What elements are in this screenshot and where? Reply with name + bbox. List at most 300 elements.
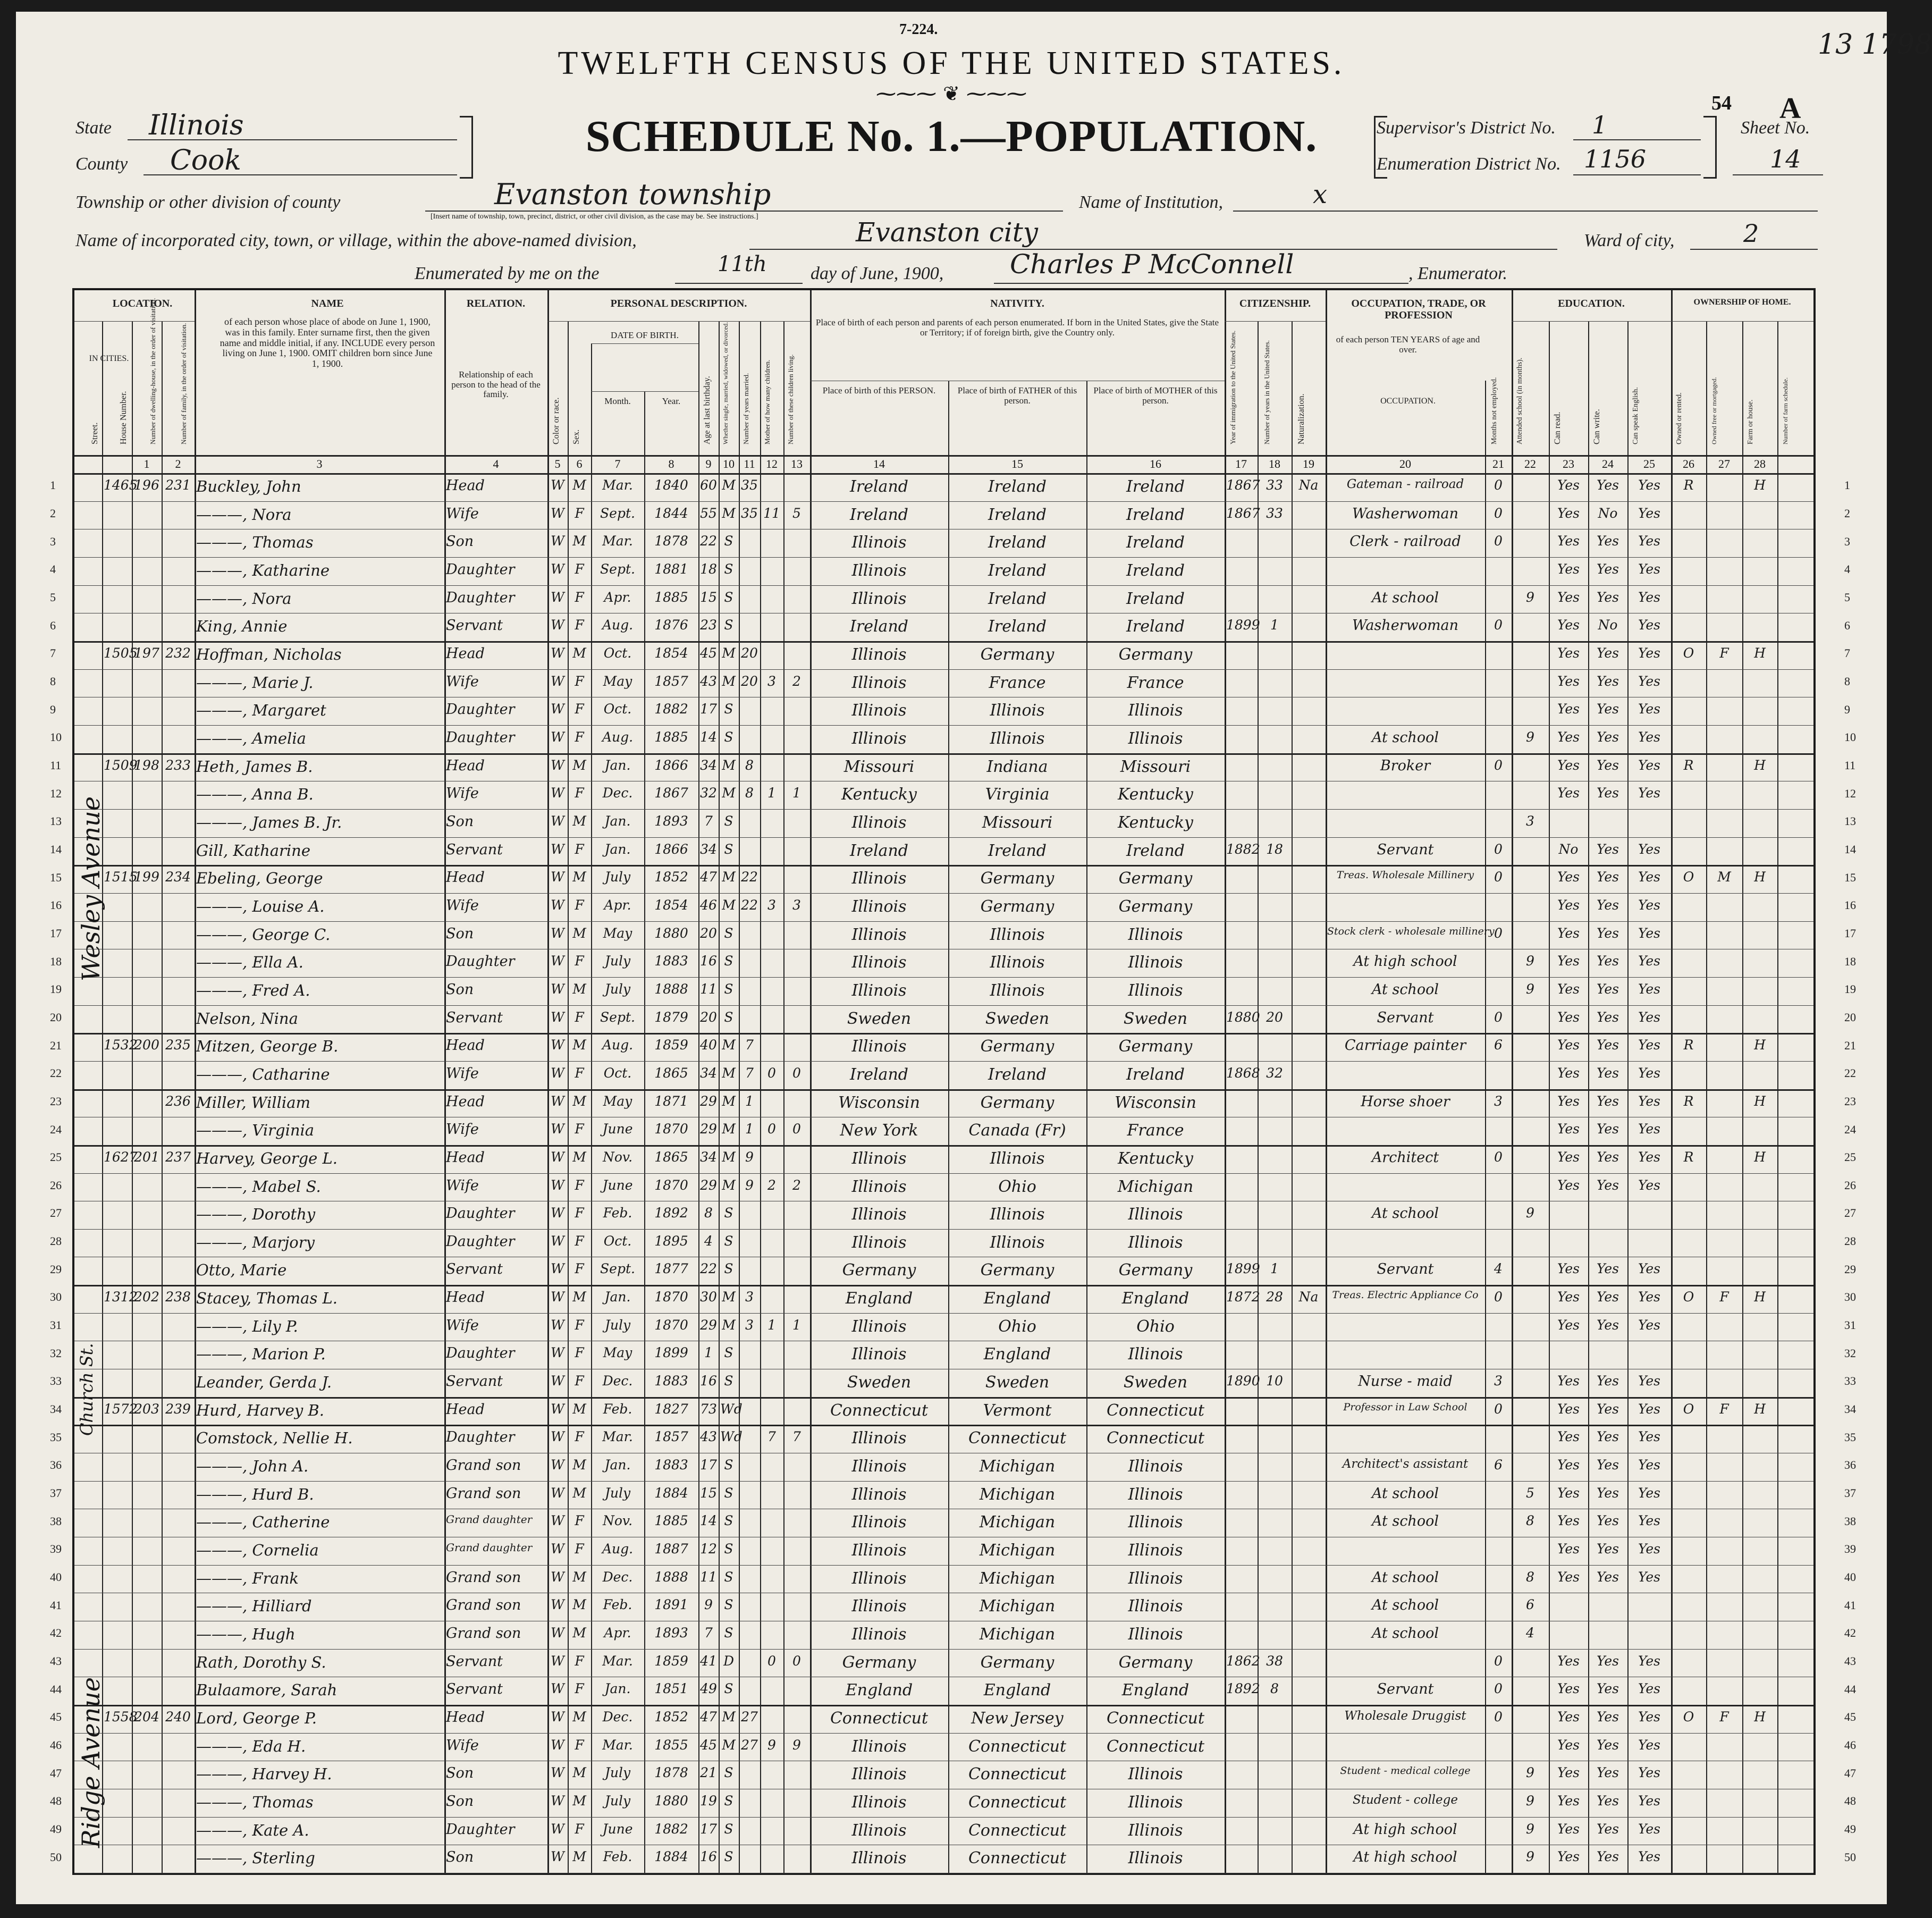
cell-yus (1259, 1821, 1290, 1847)
cell-fr (1708, 785, 1741, 811)
cell-yr: 1884 (654, 1485, 688, 1501)
line-number-left: 13 (50, 814, 62, 828)
cell-mon: Nov. (602, 1513, 633, 1529)
cell-mo: Illinois (1128, 1849, 1183, 1868)
cell-rel: Daughter (446, 561, 515, 578)
cell-lv: 2 (792, 1177, 801, 1193)
cell-fh (1744, 1513, 1776, 1539)
cell-fa: Connecticut (968, 1793, 1067, 1812)
line-number-left: 29 (50, 1262, 62, 1276)
line-number-left: 14 (50, 842, 62, 856)
cell-yr: 1827 (654, 1401, 688, 1417)
cell-lv (785, 1709, 808, 1735)
cell-sex: F (575, 1009, 584, 1025)
cell-rel: Grand son (446, 1597, 521, 1614)
column-number: 2 (175, 457, 181, 470)
cell-own (1673, 1569, 1705, 1595)
cell-occ (1327, 645, 1483, 671)
cell-mo: Ireland (1126, 1065, 1185, 1084)
cell-fh (1744, 1737, 1776, 1763)
cell-sex: F (575, 1261, 584, 1277)
cell-rd: Yes (1557, 1009, 1580, 1025)
cell-mar: M (722, 673, 736, 689)
line-number-right: 14 (1844, 842, 1856, 856)
cell-dw (133, 1233, 160, 1259)
cell-ch (762, 1205, 782, 1231)
cell-bp: Sweden (847, 1009, 912, 1028)
cell-yus (1259, 1205, 1290, 1231)
cell-sch: 9 (1526, 981, 1534, 997)
cell-imm (1226, 1849, 1256, 1875)
cell-occ: Carriage painter (1344, 1037, 1466, 1054)
cell-en: Yes (1638, 561, 1660, 577)
cell-lv (785, 1457, 808, 1483)
cell-ch (762, 1597, 782, 1623)
cell-bp: Illinois (851, 1149, 907, 1168)
cell-own (1673, 729, 1705, 755)
cell-yus (1259, 926, 1290, 952)
cell-ym (740, 813, 758, 839)
cell-occ: Professor in Law School (1343, 1401, 1467, 1413)
cell-unemp (1487, 590, 1510, 616)
cell-fr (1708, 1373, 1741, 1399)
marital-label: Whether single, married, widowed, or divorced. (722, 322, 729, 444)
cell-unemp: 0 (1494, 1289, 1503, 1305)
cell-imm (1226, 701, 1256, 727)
cell-dw (133, 1317, 160, 1343)
cell-fr: F (1719, 1289, 1729, 1305)
column-number: 13 (791, 457, 803, 470)
cell-nat (1293, 785, 1324, 811)
cell-fam (163, 842, 193, 868)
cell-col: W (551, 1513, 564, 1529)
cell-age: 18 (700, 561, 717, 577)
cell-bp: Illinois (851, 645, 907, 664)
street-ridge: Ridge Avenue (77, 1677, 105, 1848)
supervisor-label: Supervisor's District No. (1377, 118, 1556, 138)
cell-mo: Illinois (1128, 981, 1183, 1000)
line-number-right: 7 (1844, 646, 1850, 660)
cell-nat (1293, 645, 1324, 671)
cell-mo: Ohio (1136, 1317, 1175, 1336)
cell-bp: Illinois (851, 1737, 907, 1756)
cell-name: ———, James B. Jr. (196, 813, 342, 831)
cell-mo: Illinois (1128, 1345, 1183, 1364)
cell-en: Yes (1638, 1513, 1660, 1529)
cell-occ (1327, 561, 1483, 587)
cell-rd: Yes (1557, 785, 1580, 801)
cell-name: ———, Virginia (196, 1121, 315, 1140)
sheet-value: 14 (1770, 145, 1801, 173)
cell-mar: S (724, 1793, 733, 1809)
cell-unemp: 0 (1494, 757, 1503, 773)
cell-name: Gill, Katharine (196, 841, 310, 860)
cell-fr (1708, 1849, 1741, 1875)
cell-yr: 1885 (654, 589, 688, 605)
cell-nat (1293, 1093, 1324, 1120)
cell-house: 1505 (104, 645, 138, 661)
cell-wr: Yes (1597, 1373, 1619, 1389)
cell-lv: 5 (792, 505, 801, 521)
cell-yr: 1851 (654, 1681, 688, 1697)
cell-mon: July (604, 1485, 631, 1501)
cell-sch (1513, 758, 1547, 784)
cell-en: Yes (1638, 1149, 1660, 1165)
cell-imm (1226, 1737, 1256, 1763)
line-number-left: 33 (50, 1374, 62, 1388)
cell-mon: Sept. (600, 1009, 635, 1025)
cell-bp: Connecticut (830, 1401, 929, 1420)
cell-fa: Missouri (982, 813, 1053, 832)
cell-col: W (551, 1457, 564, 1473)
cell-mo: Ireland (1126, 533, 1185, 552)
cell-imm (1226, 1457, 1256, 1483)
line-number-left: 5 (50, 590, 56, 604)
cell-unemp (1487, 1065, 1510, 1091)
cell-yr: 1855 (654, 1737, 688, 1753)
cell-rd: Yes (1557, 505, 1580, 521)
cell-yus: 10 (1266, 1373, 1283, 1389)
cell-sch (1513, 506, 1547, 532)
cell-name: Hoffman, Nicholas (196, 645, 342, 663)
cell-fa: Ireland (988, 561, 1047, 580)
cell-col: W (551, 1625, 564, 1641)
cell-rel: Head (446, 1401, 485, 1418)
cell-imm (1226, 1093, 1256, 1120)
cell-mar: S (724, 1625, 733, 1641)
cell-name: Mitzen, George B. (196, 1037, 339, 1056)
cell-mon: Jan. (604, 841, 631, 857)
cell-name: ———, Hilliard (196, 1597, 312, 1616)
cell-nat (1293, 813, 1324, 839)
cell-sex: F (575, 1541, 584, 1557)
cell-fh (1744, 1653, 1776, 1679)
cell-lv (785, 1821, 808, 1847)
cell-bp: Illinois (851, 1205, 907, 1224)
cell-bp: Illinois (851, 673, 907, 692)
cell-sch (1513, 645, 1547, 671)
cell-fr (1708, 477, 1741, 503)
cell-yus: 28 (1266, 1289, 1283, 1305)
cell-nat (1293, 506, 1324, 532)
cell-rel: Wife (446, 1737, 479, 1754)
occupation-column-desc: of each person TEN YEARS of age and over. (1336, 334, 1480, 355)
cell-mar: S (724, 617, 733, 633)
cell-ch (762, 1149, 782, 1175)
cell-ym (740, 1849, 758, 1875)
cell-own (1673, 1737, 1705, 1763)
cell-dw (133, 1849, 160, 1875)
cell-dw: 199 (134, 869, 159, 885)
cell-fam (163, 701, 193, 727)
cell-yus (1259, 1177, 1290, 1204)
cell-wr (1590, 1233, 1626, 1259)
line-number-left: 35 (50, 1430, 62, 1444)
cell-lv: 9 (792, 1737, 801, 1753)
cell-fam (163, 1345, 193, 1371)
cell-sch (1513, 533, 1547, 559)
cell-own (1673, 1010, 1705, 1036)
cell-age: 14 (700, 1513, 717, 1529)
cell-en: Yes (1638, 1569, 1660, 1585)
cell-col: W (551, 589, 564, 605)
cell-nat (1293, 1233, 1324, 1259)
cell-lv (785, 477, 808, 503)
cell-bp: Illinois (851, 1177, 907, 1196)
column-number: 28 (1754, 457, 1766, 470)
cell-lv (785, 1149, 808, 1175)
cell-sch (1513, 674, 1547, 700)
cell-unemp (1487, 645, 1510, 671)
cell-name: ———, Thomas (196, 533, 314, 552)
cell-col: W (551, 1317, 564, 1333)
cell-col: W (551, 1541, 564, 1557)
cell-rel: Son (446, 1849, 474, 1866)
cell-fh: H (1754, 1401, 1766, 1417)
cell-yr: 1870 (654, 1289, 688, 1305)
cell-fam: 233 (165, 757, 191, 773)
cell-age: 29 (700, 1177, 717, 1193)
cell-dw (133, 1261, 160, 1287)
cell-fa: Michigan (979, 1485, 1056, 1504)
census-table (72, 288, 1816, 1875)
cell-mar: S (724, 1765, 733, 1781)
cell-ch: 0 (767, 1653, 776, 1669)
cell-own (1673, 533, 1705, 559)
cell-yus (1259, 1765, 1290, 1791)
cell-sex: F (575, 1373, 584, 1389)
header-rule (74, 473, 1813, 475)
cell-ch (762, 758, 782, 784)
cell-mo: Germany (1118, 869, 1193, 888)
cell-col: W (551, 1597, 564, 1613)
cell-unemp (1487, 1821, 1510, 1847)
cell-nat (1293, 1513, 1324, 1539)
cell-fr (1708, 1093, 1741, 1120)
cell-sch (1513, 1709, 1547, 1735)
cell-fr (1708, 1765, 1741, 1791)
cell-en: Yes (1638, 841, 1660, 857)
cell-rd: Yes (1557, 477, 1580, 493)
cell-col: W (551, 1765, 564, 1781)
cell-age: 15 (700, 1485, 717, 1501)
cell-rel: Servant (446, 617, 503, 634)
line-number-right: 33 (1844, 1374, 1856, 1388)
mother-of-label: Mother of how many children. (763, 359, 771, 444)
cell-en: Yes (1638, 981, 1660, 997)
line-number-right: 31 (1844, 1318, 1856, 1332)
cell-ym: 20 (741, 673, 758, 689)
cell-yus (1259, 1121, 1290, 1147)
cell-sch: 9 (1526, 1205, 1534, 1221)
cell-mon: Jan. (604, 1681, 631, 1697)
cell-en: Yes (1638, 477, 1660, 493)
cell-occ: Student - medical college (1340, 1765, 1471, 1777)
cell-imm (1226, 1709, 1256, 1735)
cell-sch: 6 (1526, 1597, 1534, 1613)
cell-name: Ebeling, George (196, 869, 323, 888)
cell-rel: Head (446, 1093, 485, 1110)
cell-mo: Illinois (1128, 1765, 1183, 1784)
cell-en: Yes (1638, 729, 1660, 745)
line-number-left: 10 (50, 730, 62, 744)
cell-ch (762, 1037, 782, 1063)
column-divider (132, 321, 133, 1873)
cell-fr (1708, 1793, 1741, 1819)
cell-mar: S (724, 1345, 733, 1361)
cell-lv: 0 (792, 1653, 801, 1669)
cell-yus (1259, 897, 1290, 923)
cell-wr: Yes (1597, 1737, 1619, 1753)
cell-wr: No (1598, 617, 1618, 633)
header-rule (74, 321, 195, 322)
cell-name: ———, Sterling (196, 1849, 315, 1867)
line-number-right: 37 (1844, 1486, 1856, 1500)
cell-dw (133, 981, 160, 1007)
cell-bp: Germany (842, 1261, 916, 1280)
cell-occ (1327, 674, 1483, 700)
cell-name: ———, Anna B. (196, 785, 314, 804)
cell-own (1673, 590, 1705, 616)
cell-nat (1293, 1429, 1324, 1455)
cell-lv (785, 1289, 808, 1315)
cell-mar: S (724, 1373, 733, 1389)
cell-house (104, 617, 130, 643)
cell-ym: 22 (741, 869, 758, 885)
line-number-right: 39 (1844, 1542, 1856, 1556)
cell-ch (762, 1765, 782, 1791)
cell-name: Harvey, George L. (196, 1149, 338, 1167)
cell-mon: Jan. (604, 813, 631, 829)
cell-dw (133, 1121, 160, 1147)
cell-ym (740, 1821, 758, 1847)
cell-occ: At school (1372, 981, 1439, 998)
cell-bp: Illinois (851, 1429, 907, 1448)
cell-yr: 1888 (654, 1569, 688, 1585)
column-divider (568, 321, 569, 1873)
cell-fa: Germany (980, 1093, 1054, 1112)
birth-father-label: Place of birth of FATHER of this person. (957, 385, 1077, 406)
cell-age: 22 (700, 533, 717, 549)
cell-lv (785, 1205, 808, 1231)
cell-en: Yes (1638, 645, 1660, 661)
cell-mon: May (603, 673, 632, 689)
cell-fh (1744, 1457, 1776, 1483)
cell-yus (1259, 1541, 1290, 1567)
cell-sch: 4 (1526, 1625, 1534, 1641)
cell-sch (1513, 561, 1547, 587)
cell-mon: Jan. (604, 1289, 631, 1305)
cell-yus (1259, 1513, 1290, 1539)
cell-rel: Grand son (446, 1569, 521, 1586)
cell-dw (133, 1429, 160, 1455)
cell-bp: Ireland (850, 617, 908, 636)
cell-col: W (551, 841, 564, 857)
cell-mar: S (724, 1849, 733, 1865)
line-number-right: 8 (1844, 674, 1850, 688)
cell-unemp (1487, 1569, 1510, 1595)
cell-fh (1744, 1373, 1776, 1399)
house-label: House Number. (119, 391, 128, 444)
cell-sex: F (575, 1681, 584, 1697)
cell-ch: 11 (763, 505, 780, 521)
cell-mon: Aug. (602, 1541, 634, 1557)
cell-fa: Vermont (983, 1401, 1052, 1420)
cell-own (1673, 1821, 1705, 1847)
cell-wr (1590, 1625, 1626, 1651)
cell-en: Yes (1638, 925, 1660, 941)
cell-col: W (551, 1345, 564, 1361)
cell-dw: 200 (134, 1037, 159, 1053)
cell-en (1629, 1597, 1669, 1623)
cell-ch (762, 1233, 782, 1259)
cell-ch (762, 981, 782, 1007)
cell-nat: Na (1298, 477, 1319, 493)
cell-rd: Yes (1557, 981, 1580, 997)
cell-imm: 1890 (1226, 1373, 1260, 1389)
cell-mo: Connecticut (1106, 1709, 1205, 1728)
cell-rel: Grand daughter (446, 1513, 533, 1526)
cell-imm (1226, 869, 1256, 895)
cell-rd: Yes (1557, 673, 1580, 689)
cell-sex: M (572, 1709, 586, 1725)
cell-fh: H (1754, 1093, 1766, 1109)
cell-en: Yes (1638, 505, 1660, 521)
enumerator-name: Charles P McConnell (1010, 249, 1294, 280)
cell-yus (1259, 1849, 1290, 1875)
cell-nat (1293, 1653, 1324, 1679)
line-number-right: 27 (1844, 1206, 1856, 1220)
cell-rel: Son (446, 1765, 474, 1782)
header-rule (547, 321, 810, 322)
cell-sex: M (572, 1401, 586, 1417)
cell-bp: Missouri (843, 757, 915, 776)
cell-mo: Illinois (1128, 953, 1183, 972)
cell-occ: At school (1372, 1205, 1439, 1222)
cell-ch (762, 1261, 782, 1287)
column-divider (1706, 321, 1707, 1873)
cell-rel: Grand son (446, 1457, 521, 1474)
cell-mon: Dec. (602, 1709, 633, 1725)
cell-ch (762, 1373, 782, 1399)
cell-sch (1513, 1737, 1547, 1763)
cell-wr: Yes (1597, 1653, 1619, 1669)
cell-en: Yes (1638, 1681, 1660, 1697)
column-divider (591, 343, 592, 1873)
cell-sex: F (575, 785, 584, 801)
cell-wr: Yes (1597, 953, 1619, 969)
line-number-right: 24 (1844, 1122, 1856, 1136)
cell-rd (1550, 1625, 1587, 1651)
cell-sch (1513, 477, 1547, 503)
cell-name: Hurd, Harvey B. (196, 1401, 324, 1419)
cell-sch: 9 (1526, 1793, 1534, 1809)
cell-yr: 1899 (654, 1345, 688, 1361)
cell-occ: Stock clerk - wholesale millinery (1327, 925, 1495, 937)
cell-mon: Mar. (602, 1737, 633, 1753)
cell-mo: Illinois (1128, 1513, 1183, 1532)
cell-mo: Kentucky (1118, 785, 1193, 804)
cell-imm (1226, 1429, 1256, 1455)
cell-name: ———, Marie J. (196, 673, 314, 692)
cell-house (104, 1653, 130, 1679)
month-label: Month. (604, 396, 631, 406)
cell-nat (1293, 729, 1324, 755)
cell-occ (1327, 785, 1483, 811)
cell-nat: Na (1298, 1289, 1319, 1305)
cell-fh (1744, 1233, 1776, 1259)
cell-fam (163, 1485, 193, 1511)
